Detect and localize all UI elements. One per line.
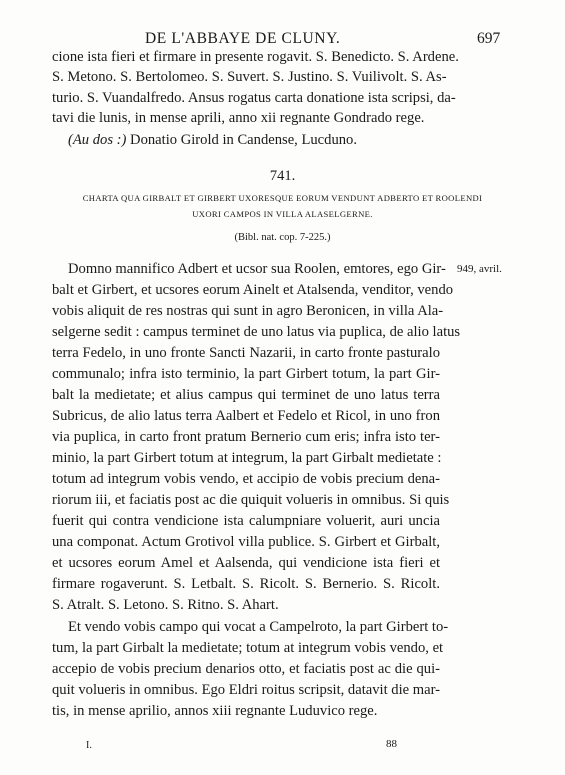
text-line: communalo; infra isto terminio, la part Girbert totum, la part Gir-: [52, 366, 440, 382]
text-line: Subricus, de alio latus terra Aalbert et Fedelo et Ricol, in uno fron: [52, 408, 440, 424]
text-line: turio. S. Vuandalfredo. Ansus rogatus carta donatione ista scripsi, da-: [52, 90, 456, 106]
running-head: DE L'ABBAYE DE CLUNY.: [145, 30, 341, 47]
text-line: Et vendo vobis campo qui vocat a Campelroto, la part Girbert to-: [68, 619, 449, 635]
text-line: totum ad integrum vobis vendo, et accipio de vobis precium dena-: [52, 471, 440, 487]
dorse-label: (Au dos :): [68, 132, 127, 148]
text-line: terra Fedelo, in uno fronte Sancti Nazarii, in carto fronte pasturalo: [52, 345, 440, 361]
gathering-number: 88: [386, 738, 397, 750]
page-number: 697: [477, 30, 501, 47]
source-reference: (Bibl. nat. cop. 7-225.): [234, 232, 331, 243]
text-line: balt la medietate; et alius campus qui terminet de uno latus terra: [52, 387, 440, 403]
text-line: Domno mannifico Adbert et ucsor sua Roolen, emtores, ego Gir-: [68, 261, 446, 277]
dorse-text: Donatio Girold in Candense, Lucduno.: [126, 132, 357, 148]
text-line: minio, la part Girbert totum at integrum, la part Girbalt medietate :: [52, 450, 442, 466]
text-line: firmare rogaverunt. S. Letbalt. S. Ricolt. S. Bernerio. S. Ricolt.: [52, 576, 440, 592]
text-line: una componat. Actum Grotivol villa publice. S. Girbert et Girbalt,: [52, 534, 440, 550]
text-line: accepio de vobis precium denarios otto, et faciatis post ac die qui-: [52, 661, 440, 677]
text-line: cione ista fieri et firmare in presente rogavit. S. Benedicto. S. Ardene.: [52, 49, 459, 65]
margin-date: 949, avril.: [457, 263, 502, 275]
dorse-note: [68, 130, 357, 150]
text-line: tis, in mense aprilio, annos xiii regnante Luduvico rege.: [52, 703, 378, 719]
text-line: fuerit qui contra vendicione ista calumpniare voluerit, auri uncia: [52, 513, 440, 529]
text-line: via puplica, in carto front pratum Bernerio cum eris; infra isto ter-: [52, 429, 440, 445]
signature-mark: I.: [86, 740, 92, 751]
text-line: tum, la part Girbalt la medietate; totum at integrum vobis vendo, et: [52, 640, 444, 656]
text-line: balt et Girbert, et ucsores eorum Ainelt et Atalsenda, venditor, vendo: [52, 282, 454, 298]
text-line: tavi die lunis, in mense aprili, anno xii regnante Gondrado rege.: [52, 110, 425, 126]
text-line: et ucsores eorum Amel et Aalsenda, qui vendicione ista fieri et: [52, 555, 440, 571]
charter-number: 741.: [269, 168, 296, 184]
text-line: riorum iii, et faciatis post ac die quiquit volueris in omnibus. Si quis: [52, 492, 450, 508]
text-line: vobis aliquit de res nostras qui sunt in agro Beronicen, in villa Ala-: [52, 303, 444, 319]
text-line: quit volueris in omnibus. Ego Eldri roitus scripsit, datavit die mar-: [52, 682, 441, 698]
text-line: S. Metono. S. Bertolomeo. S. Suvert. S. Justino. S. Vuilivolt. S. As-: [52, 69, 447, 85]
text-line: selgerne sedit : campus terminet de uno latus via puplica, de alio latus: [52, 324, 461, 340]
charter-title-line: CHARTA QUA GIRBALT ET GIRBERT UXORESQUE EORUM VENDUNT ADBERTO ET ROOLENDI: [82, 193, 483, 203]
charter-title-line: UXORI CAMPOS IN VILLA ALASELGERNE.: [192, 209, 373, 219]
text-line: S. Atralt. S. Letono. S. Ritno. S. Ahart.: [52, 597, 279, 613]
